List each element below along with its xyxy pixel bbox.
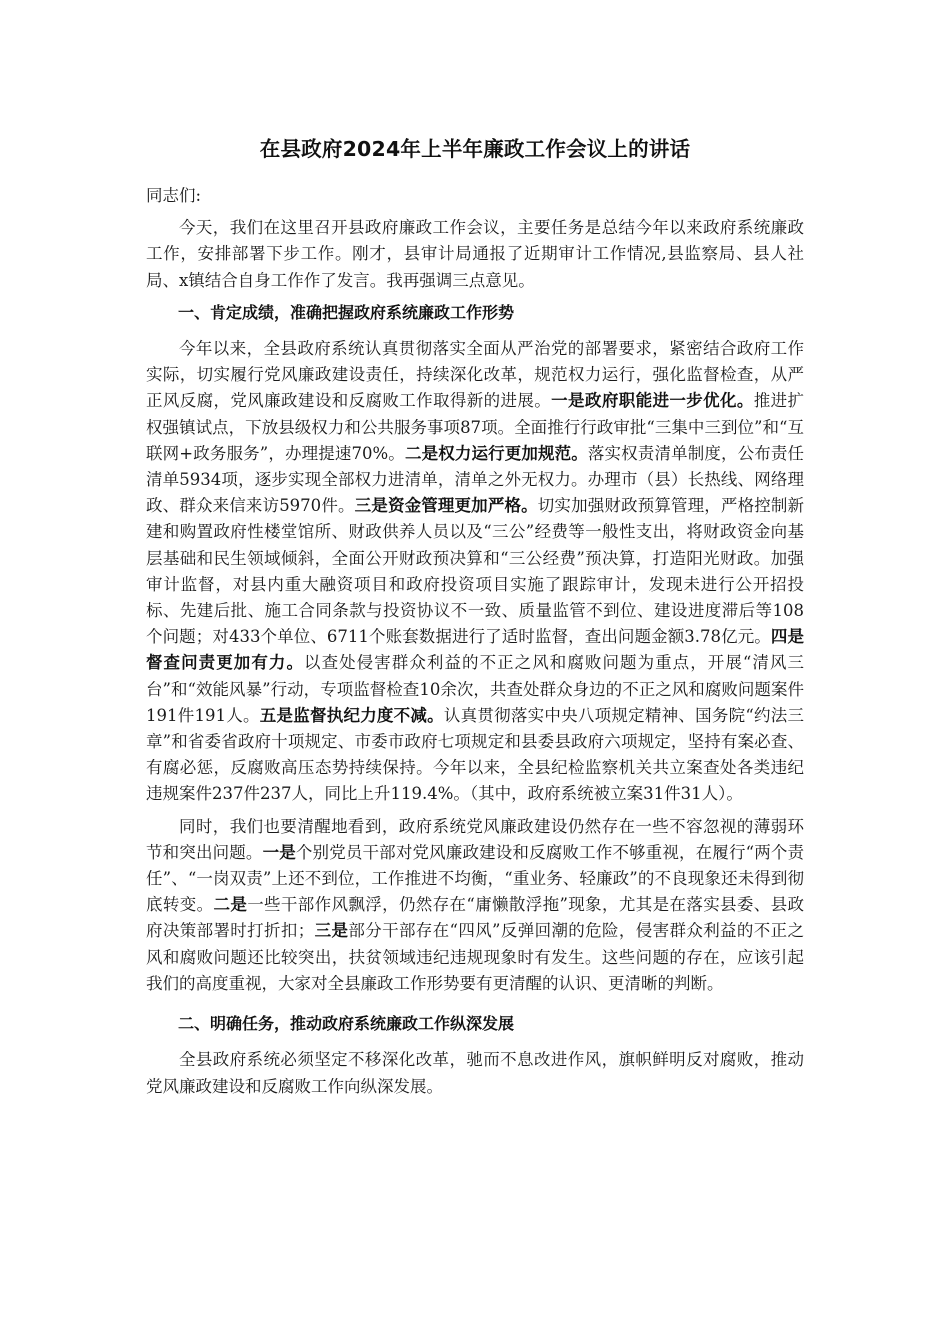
point-5-heading: 五是监督执纪力度不减。	[259, 705, 444, 725]
document-page	[146, 125, 804, 1106]
paragraph-text: 个别党员干部对党风廉政建设和反腐败工作不够重视，在履行“两个责任”、“一岗双责”上还不到位，工作推进不均衡，“重业务、轻廉政”的不良现象还未得到彻底转变。	[146, 842, 805, 915]
paragraph-text: 部分干部存在“四风”反弹回潮的危险，侵害群众利益的不正之风和腐败问题还比较突出，扶贫领域违纪违规现象时有发生。这些问题的存在，应该引起我们的高度重视，大家对全县廉政工作形势要有更清醒的认识、更清晰的判断。	[146, 921, 805, 993]
section-1-heading: 一、肯定成绩，准确把握政府系统廉政工作形势	[178, 302, 515, 322]
point-4-heading: 四是督查问责更加有力。	[146, 627, 804, 673]
greeting: 同志们:	[146, 186, 202, 205]
problem-2-marker: 二是	[213, 895, 248, 915]
paragraph-text: 落实权责清单制度，公布责任清单5934项，逐步实现全部权力进清单，清单之外无权力。办理市（县）长热线、网络理政、群众来信来访5970件。	[146, 443, 805, 516]
point-1-heading: 一是政府职能进一步优化。	[551, 391, 754, 411]
paragraph-text: 一些干部作风飘浮，仍然存在“庸懒散浮拖”现象，尤其是在落实县委、县政府决策部署时打折扣；	[146, 895, 805, 941]
paragraph-text: 认真贯彻落实中央八项规定精神、国务院“约法三章”和省委省政府十项规定、市委市政府七项规定和县委县政府六项规定，坚持有案必查、有腐必惩，反腐败高压态势持续保持。今年以来，全县纪检监察机关共立案查处各类违纪违规案件237件237人，同比上升119.4%。（其中，政府系统被立案31件31人）。	[146, 705, 805, 804]
paragraph-text: 以查处侵害群众利益的不正之风和腐败问题为重点，开展“清风三台”和“效能风暴”行动，专项监督检查10余次，共查处群众身边的不正之风和腐败问题案件191件191人。	[146, 653, 805, 725]
point-3-heading: 三是资金管理更加严格。	[354, 496, 538, 516]
problem-1-marker: 一是	[262, 842, 296, 862]
paragraph-text: 同时，我们也要清醒地看到，政府系统党风廉政建设仍然存在一些不容忽视的薄弱环节和突出问题。	[146, 816, 804, 862]
paragraph-text: 切实加强财政预算管理，严格控制新建和购置政府性楼堂馆所、财政供养人员以及“三公”经费等一般性支出，将财政资金向基层基础和民生领域倾斜，全面公开财政预决算和“三公经费”预决算，打造阳光财政。加强审计监督，对县内重大融资项目和政府投资项目实施了跟踪审计，发现未进行公开招投标、先建后批、施工合同条款与投资协议不一致、质量监管不到位、建设进度滞后等108个问题；对433个单位、6711个账套数据进行了适时监督，查出问题金额3.78亿元。	[146, 496, 805, 647]
intro-paragraph: 今天，我们在这里召开县政府廉政工作会议，主要任务是总结今年以来政府系统廉政工作，安排部署下步工作。刚才，县审计局通报了近期审计工作情况,县监察局、县人社局、x镇结合自身工作作了发言。我再强调三点意见。	[146, 218, 804, 290]
problem-3-marker: 三是	[314, 921, 349, 941]
point-2-heading: 二是权力运行更加规范。	[404, 443, 588, 463]
section-2-paragraph: 全县政府系统必须坚定不移深化改革，驰而不息改进作风，旗帜鲜明反对腐败，推动党风廉政建设和反腐败工作向纵深发展。	[146, 1050, 804, 1096]
paragraph-text: 推进扩权强镇试点，下放县级权力和公共服务事项87项。全面推行行政审批“三集中三到位”和“互联网+政务服务”，办理提速70%。	[146, 391, 805, 463]
document-title: 在县政府2024年上半年廉政工作会议上的讲话	[259, 137, 691, 161]
achievements-paragraph	[146, 336, 804, 808]
paragraph-text: 今年以来，全县政府系统认真贯彻落实全面从严治党的部署要求，紧密结合政府工作实际，切实履行党风廉政建设责任，持续深化改革，规范权力运行，强化监督检查，从严正风反腐，党风廉政建设和反腐败工作取得新的进展。	[146, 339, 804, 411]
problems-paragraph	[146, 814, 804, 997]
section-2-heading: 二、明确任务，推动政府系统廉政工作纵深发展	[178, 1014, 515, 1034]
